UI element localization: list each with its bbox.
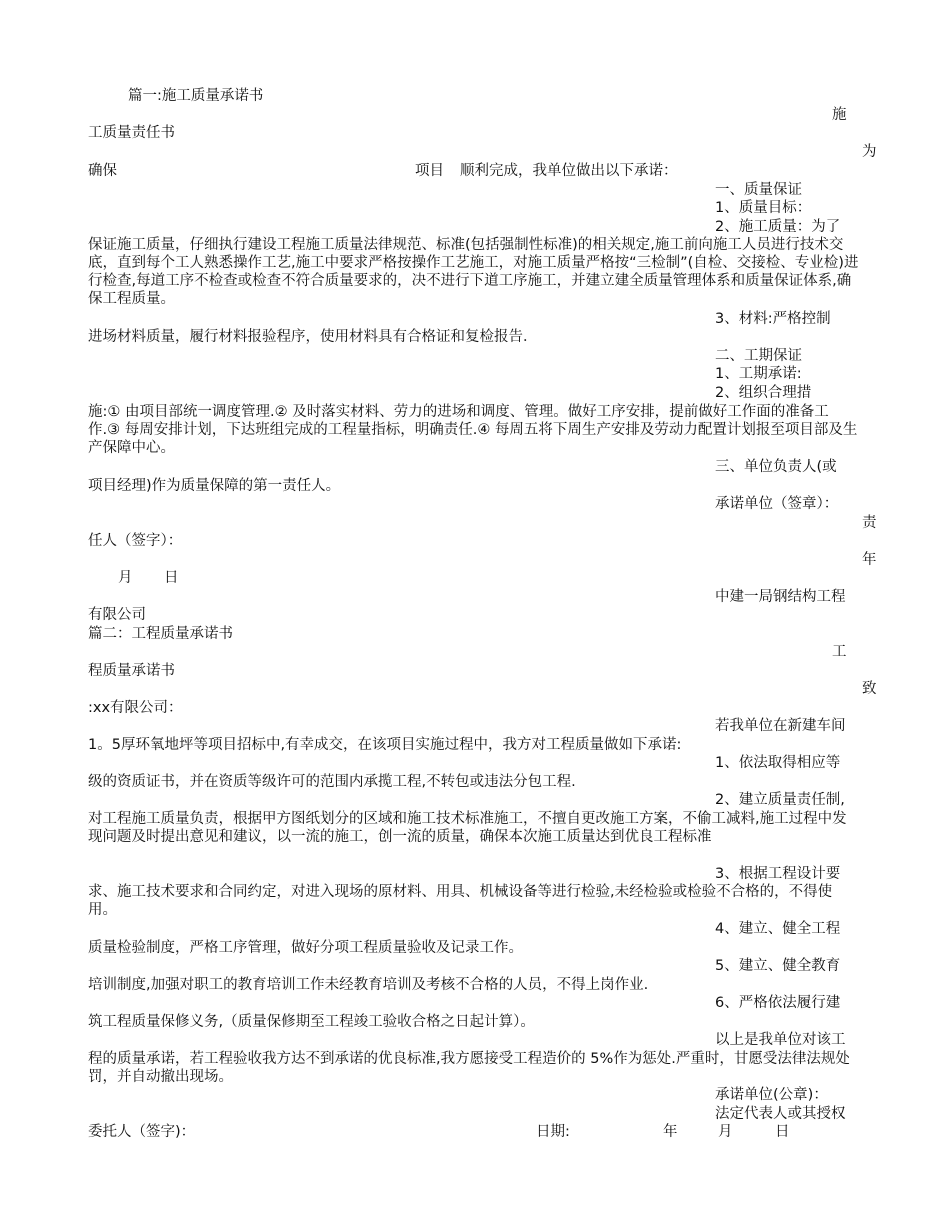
- section-heading: 一、质量保证: [715, 182, 802, 198]
- signature-label: 委托人（签字)：: [88, 1124, 196, 1140]
- list-item: 4、建立、健全工程: [715, 921, 841, 937]
- list-item: 3、材料:严格控制: [715, 311, 831, 327]
- paragraph: 程的质量承诺，若工程验收我方达不到承诺的优良标准,我方愿接受工程造价的 5%作为惩处.严重时，甘愿受法律法规处罚，并自动撤出现场。: [88, 1051, 850, 1085]
- paragraph: 求、施工技术要求和合同约定，对进入现场的原材料、用具、机械设备等进行检验,未经检验或检验不合格的，不得使用。: [88, 884, 833, 918]
- text-line: 培训制度,加强对职工的教育培训工作未经教育培训及考核不合格的人员，不得上岗作业.: [88, 977, 649, 993]
- list-item: 6、严格依法履行建: [715, 995, 841, 1011]
- date-day: 日: [164, 570, 179, 586]
- text-line: 质量检验制度，严格工序管理，做好分项工程质量验收及记录工作。: [88, 940, 523, 956]
- text-fragment: 致: [862, 681, 877, 697]
- addressee: :xx有限公司：: [88, 700, 183, 716]
- document-title: 程质量承诺书: [88, 663, 175, 679]
- company-name: 有限公司: [88, 607, 146, 623]
- date-year: 年: [862, 552, 877, 568]
- text-line: 顺利完成，我单位做出以下承诺：: [460, 163, 678, 179]
- list-item: 1、质量目标：: [715, 200, 812, 216]
- section-two-heading: 篇二：工程质量承诺书: [88, 626, 233, 642]
- text-line: 进场材料质量，履行材料报验程序，使用材料具有合格证和复检报告．: [88, 329, 538, 345]
- signature-label: 任人（签字）：: [88, 533, 183, 549]
- text-line: 项目: [415, 163, 444, 179]
- paragraph: 保证施工质量，仔细执行建设工程施工质量法律规范、标准(包括强制性标准)的相关规定,施工前向施工人员进行技术交底，直到每个工人熟悉操作工艺,施工中要求严格按操作工艺施工，对施工质量严格按“三检制”(自检、交接检、专业检)进行检查,每道工序不检查或检查不符合质量要求的，决不进行下道工序施工，并建立建全质量管理体系和质量保证体系,确保工程质量。: [88, 237, 859, 307]
- list-item: 2、施工质量：为了: [715, 219, 841, 235]
- text-fragment: 为: [862, 144, 877, 160]
- date-month: 月: [718, 1124, 733, 1140]
- text-line: 确保: [88, 163, 117, 179]
- text-line: 项目经理)作为质量保障的第一责任人。: [88, 478, 341, 494]
- text-line: 1。5厚环氧地坪等项目招标中,有幸成交，在该项目实施过程中，我方对工程质量做如下承诺:: [88, 737, 682, 753]
- text-fragment: 责: [862, 515, 877, 531]
- paragraph: 施:① 由项目部统一调度管理.② 及时落实材料、劳力的进场和调度、管理。做好工序安排，提前做好工作面的准备工作.③ 每周安排计划，下达班组完成的工程量指标，明确责任.④ 每周五将下周生产安排及劳动力配置计划报至项目部及生产保障中心。: [88, 404, 858, 456]
- document-title: 工质量责任书: [88, 125, 175, 141]
- date-day: 日: [775, 1124, 790, 1140]
- list-item: 2、组织合理措: [715, 385, 812, 401]
- text-line: 以上是我单位对该工: [715, 1032, 846, 1048]
- text-line: 级的资质证书，并在资质等级许可的范围内承揽工程,不转包或违法分包工程.: [88, 774, 576, 790]
- text-line: 若我单位在新建车间: [715, 718, 846, 734]
- list-item: 1、依法取得相应等: [715, 755, 841, 771]
- text-line: 筑工程质量保修义务,（质量保修期至工程竣工验收合格之日起计算）。: [88, 1014, 535, 1030]
- title-fragment: 工: [832, 644, 847, 660]
- date-year: 年: [663, 1124, 678, 1140]
- list-item: 3、根据工程设计要: [715, 866, 841, 882]
- signature-label: 承诺单位(公章)：: [715, 1087, 828, 1103]
- section-heading: 二、工期保证: [715, 348, 802, 364]
- date-label: 日期:: [536, 1124, 570, 1140]
- section-heading: 三、单位负责人(或: [715, 459, 837, 475]
- signature-label: 承诺单位（签章）：: [715, 496, 839, 512]
- list-item: 1、工期承诺:: [715, 366, 802, 382]
- date-month: 月: [118, 570, 133, 586]
- section-one-heading: 篇一:施工质量承诺书: [128, 88, 264, 104]
- list-item: 2、建立质量责任制,: [715, 792, 845, 808]
- signature-label: 法定代表人或其授权: [715, 1106, 846, 1122]
- company-name: 中建一局钢结构工程: [715, 589, 846, 605]
- paragraph: 对工程施工质量负责，根据甲方图纸划分的区域和施工技术标准施工，不擅自更改施工方案，不偷工减料,施工过程中发现问题及时提出意见和建议，以一流的施工，创一流的质量，确保本次施工质量达到优良工程标准: [88, 811, 847, 845]
- list-item: 5、建立、健全教育: [715, 958, 841, 974]
- title-fragment: 施: [832, 107, 847, 123]
